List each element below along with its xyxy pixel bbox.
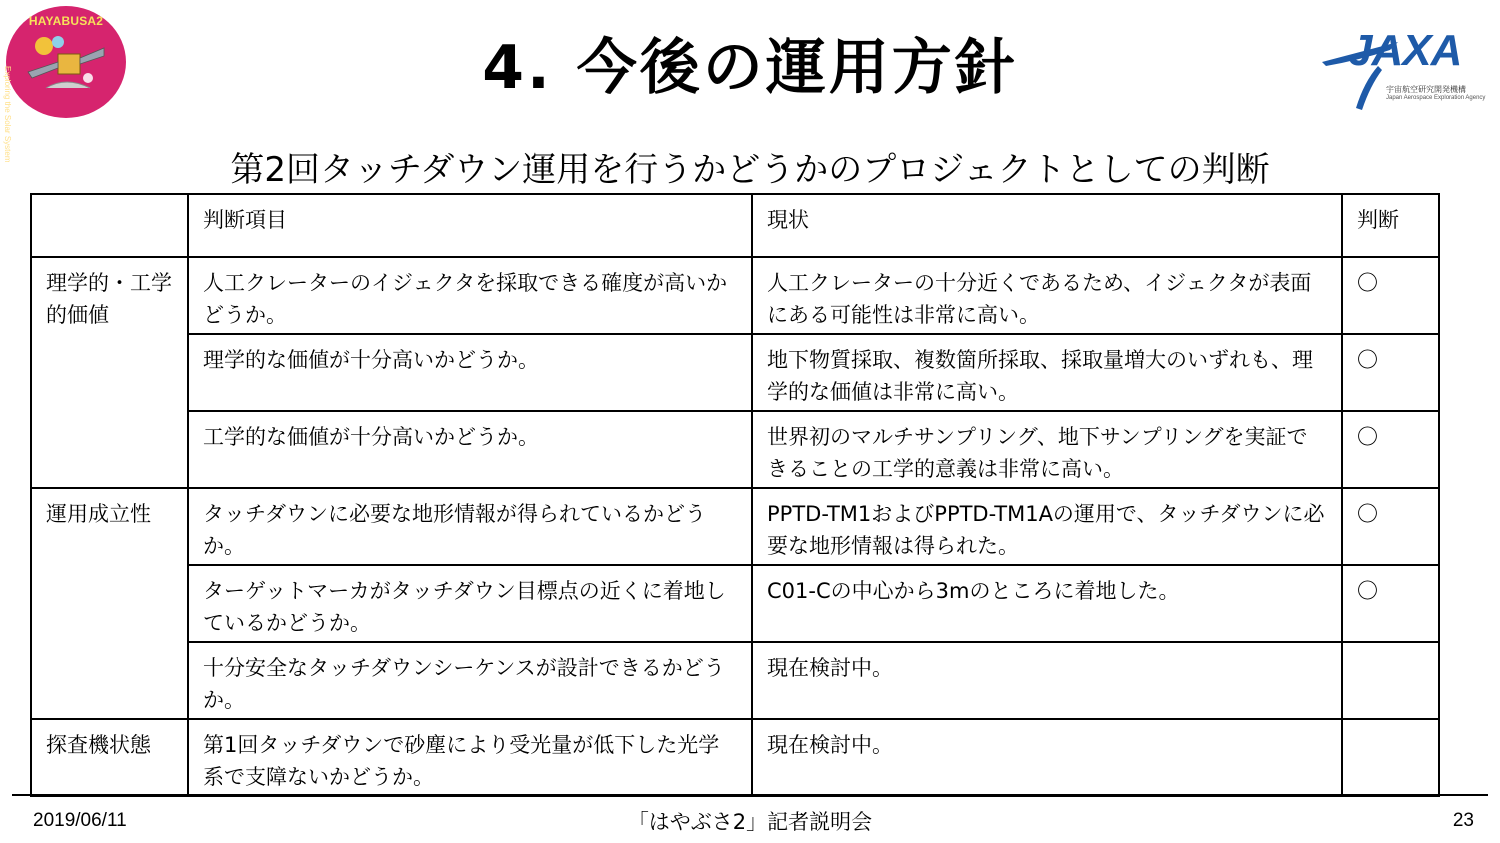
table-row: [31, 719, 1439, 796]
judgment-cell: 〇: [1342, 565, 1439, 642]
judgment-cell: 〇: [1342, 257, 1439, 334]
status-cell: PPTD-TM1およびPPTD-TM1Aの運用で、タッチダウンに必要な地形情報は得られた。: [752, 488, 1342, 565]
jaxa-logo-text: JAXA: [1348, 26, 1462, 75]
page-number: 23: [1452, 810, 1474, 831]
table-row: [31, 257, 1439, 334]
judgment-cell: 〇: [1342, 488, 1439, 565]
status-cell: 人工クレーターの十分近くであるため、イジェクタが表面にある可能性は非常に高い。: [752, 257, 1342, 334]
category-cell: 探査機状態: [31, 719, 188, 796]
header-cell-category: [31, 194, 188, 257]
page-title: 4. 今後の運用方針: [482, 33, 1018, 103]
table-header-row: [31, 194, 1439, 257]
jaxa-logo-subtitle-en: Japan Aerospace Exploration Agency: [1386, 95, 1486, 101]
judgment-cell: 〇: [1342, 411, 1439, 488]
status-cell: 現在検討中。: [752, 719, 1342, 796]
category-cell: 理学的・工学的価値: [31, 257, 188, 488]
table-row: [31, 488, 1439, 565]
item-cell: 第1回タッチダウンで砂塵により受光量が低下した光学系で支障ないかどうか。: [188, 719, 752, 796]
table-row: [31, 411, 1439, 488]
item-cell: 理学的な価値が十分高いかどうか。: [188, 334, 752, 411]
status-cell: 世界初のマルチサンプリング、地下サンプリングを実証できることの工学的意義は非常に高い。: [752, 411, 1342, 488]
page-subtitle: 第2回タッチダウン運用を行うかどうかのプロジェクトとしての判断: [230, 150, 1270, 190]
status-cell: 現在検討中。: [752, 642, 1342, 719]
footer-date: 2019/06/11: [33, 810, 127, 831]
footer-event-title: 「はやぶさ2」記者説明会: [627, 810, 873, 834]
status-cell: 地下物質採取、複数箇所採取、採取量増大のいずれも、理学的な価値は非常に高い。: [752, 334, 1342, 411]
item-cell: タッチダウンに必要な地形情報が得られているかどうか。: [188, 488, 752, 565]
item-cell: 人工クレーターのイジェクタを採取できる確度が高いかどうか。: [188, 257, 752, 334]
table-row: [31, 334, 1439, 411]
table-row: [31, 565, 1439, 642]
table-row: [31, 642, 1439, 719]
header-cell-item: 判断項目: [188, 194, 752, 257]
item-cell: 十分安全なタッチダウンシーケンスが設計できるかどうか。: [188, 642, 752, 719]
header-cell-judgment: 判断: [1342, 194, 1439, 257]
judgment-table: [30, 193, 1440, 797]
header-cell-status: 現状: [752, 194, 1342, 257]
judgment-cell: [1342, 642, 1439, 719]
jaxa-logo: [1320, 22, 1485, 112]
hayabusa2-logo-side-text: Exploring the Solar System: [3, 66, 12, 163]
judgment-cell: 〇: [1342, 334, 1439, 411]
item-cell: ターゲットマーカがタッチダウン目標点の近くに着地しているかどうか。: [188, 565, 752, 642]
category-cell: 運用成立性: [31, 488, 188, 719]
judgment-cell: [1342, 719, 1439, 796]
jaxa-logo-subtitle-ja: 宇宙航空研究開発機構: [1386, 85, 1466, 94]
footer-divider: [12, 794, 1488, 796]
item-cell: 工学的な価値が十分高いかどうか。: [188, 411, 752, 488]
hayabusa2-logo-text: HAYABUSA2: [28, 14, 104, 28]
status-cell: C01-Cの中心から3mのところに着地した。: [752, 565, 1342, 642]
